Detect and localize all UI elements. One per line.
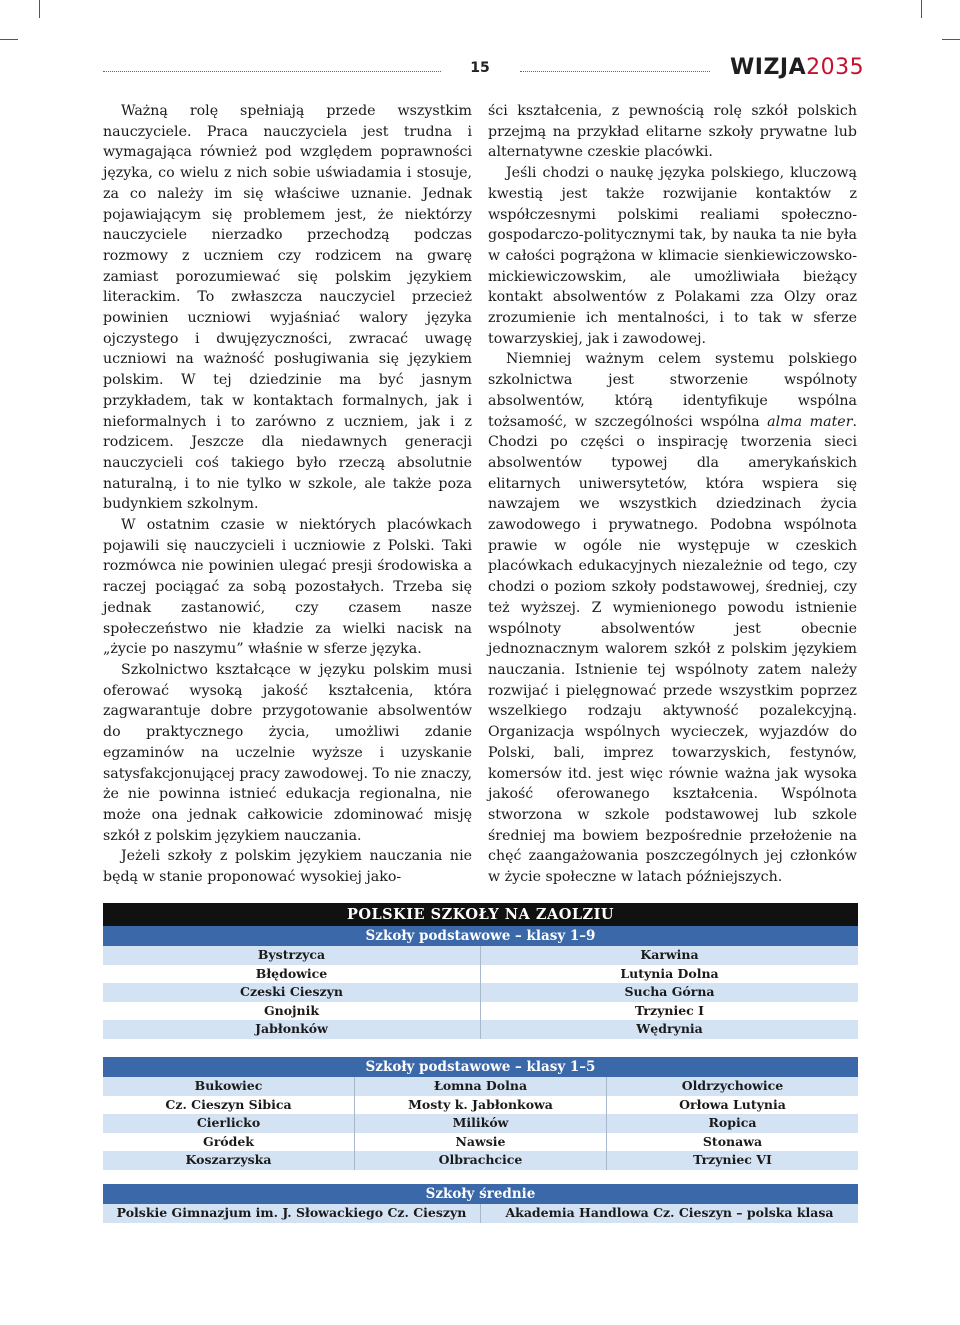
section-heading-secondary: Szkoły średnie <box>103 1184 858 1204</box>
table-cell: Mosty k. Jabłonkowa <box>355 1096 607 1115</box>
paragraph-continuation: ści kształcenia, z pewnością rolę szkół polskich przejmą na przykład elitarne szkoły prywatne lub alternatywne czeskie placówki. <box>488 103 857 161</box>
table-cell: Jabłonków <box>103 1020 481 1039</box>
paragraph: Jeżeli szkoły z polskim językiem nauczania nie będą w stanie proponować wysokiej jako- <box>103 848 472 886</box>
crop-mark-right <box>942 39 960 40</box>
table-row <box>103 1114 858 1133</box>
table-cell: Olbrachcice <box>355 1151 607 1170</box>
table-cell: Nawsie <box>355 1133 607 1152</box>
schools-table <box>103 903 858 1039</box>
section-heading-primary-1-9: Szkoły podstawowe – klasy 1–9 <box>103 926 858 946</box>
table-cell: Ropica <box>708 1115 757 1131</box>
article-right-column <box>488 101 857 888</box>
table-row <box>103 1151 858 1170</box>
wizja-2035-logo: WIZJA2035 <box>730 55 865 80</box>
schools-table-secondary <box>103 1184 858 1223</box>
article-left-column <box>103 101 472 888</box>
table-row <box>103 965 858 984</box>
table-cell: Sucha Górna <box>624 984 715 1000</box>
header-rule-right <box>520 71 710 72</box>
paragraph: Jeśli chodzi o naukę języka polskiego, kluczową kwestią jest także rozwijanie kontaktów z współczesnymi polskimi realiami społeczno-gospodarczo-politycznymi tak, by nauka ta nie była w całości pogrążona w klimacie sienkiewiczowsko-mickiewiczowskim, ale umożliwiała bieżący kontakt absolwentów z Polakami zza Olzy oraz zrozumienie ich mentalności, i to tak w sferze towarzyskiej, jak i zawodowej. <box>488 165 857 347</box>
italic-phrase: alma mater <box>767 413 853 430</box>
table-row <box>103 1002 858 1021</box>
paragraph: Ważną rolę spełniają przede wszystkim nauczyciele. Praca nauczyciela jest trudna i wymagająca również pod względem poprawności języka, co wielu z nich sobie uświadamia i stosuje, za co należy im się właściwe uznanie. Jednak pojawiającym się problemem jest, że niektórzy nauczyciele nierzadko przechodzą podczas rozmowy z uczniem czy rodzicem na gwarę zamiast porozumiewać się polskim językiem literackim. To zwłaszcza nauczyciel przecież powinien uczniowi wyjaśniać walory języka ojczystego i dwujęzyczności, zwracać uwagę uczniowi na ważność posługiwania się językiem polskim. W tej dziedzinie ma być jasnym przykładem, tak w kontaktach formalnych, jak i nieformalnych i to zarówno z uczniem, jak i z rodzicem. Jeszcze dla niedawnych generacji nauczycieli coś takiego było rzeczą absolutnie naturalną, i to nie tylko w szkole, ale także poza budynkiem szkolnym. <box>103 103 472 513</box>
table-cell: Karwina <box>640 947 699 962</box>
section-heading-primary-1-5: Szkoły podstawowe – klasy 1–5 <box>103 1057 858 1077</box>
paragraph: Niemniej ważnym celem systemu polskiego szkolnictwa jest stworzenie wspólnoty absolwentów, którą identyfikuje wspólna tożsamość, w szczególności wspólna alma mater. Chodzi po części o inspirację tworzenia sieci absolwentów typowej dla amerykańskich elitarnych uniwersytetów, która wspiera się nawzajem we wszystkich dziedzinach życia zawodowego i prywatnego. Podobna wspólnota prawie w ogóle nie występuje w czeskich placówkach edukacyjnych niezależnie od tego, czy chodzi o poziom szkoły podstawowej, średniej, czy też wyższej. Z wymienionego powodu istnienie wspólnoty absolwentów jest obecnie jednoznacznym walorem szkół z polskim językiem nauczania. Istnienie tej wspólnoty zatem należy rozwijać i pielęgnować przede wszystkim poprzez wszelkiego rodzaju aktywność pozalekcyjną. Organizacja wspólnych wycieczek, wyjazdów do Polski, bali, imprez towarzyskich, festynów, komersów itd. jest więc równie ważna jak wysoka jakość oferowanego kształcenia. Wspólnota stworzona w szkole podstawowej lub szkole średniej ma bowiem bezpośrednie przełożenie na chęć zaangażowania poszczególnych jej członków w życie społeczne w latach późniejszych. <box>488 351 857 886</box>
table-cell: Bukowiec <box>103 1077 355 1096</box>
table-cell: Koszarzyska <box>103 1151 355 1170</box>
table-cell: Lutynia Dolna <box>620 965 719 981</box>
table-cell: Oldrzychowice <box>681 1078 784 1093</box>
table-row <box>103 1077 858 1096</box>
crop-mark-left <box>0 39 18 40</box>
header-rule-left <box>103 71 441 72</box>
table-cell: Wędrynia <box>636 1021 703 1037</box>
table-cell: Gródek <box>103 1133 355 1152</box>
table-cell: Gnojnik <box>103 1002 481 1021</box>
table-row <box>103 946 858 965</box>
table-cell: Polskie Gimnazjum im. J. Słowackiego Cz. Cieszyn <box>103 1204 481 1223</box>
table-cell: Cierlicko <box>103 1114 355 1133</box>
table-cell: Akademia Handlowa Cz. Cieszyn – polska klasa <box>505 1205 834 1220</box>
table-cell: Czeski Cieszyn <box>103 983 481 1002</box>
page-number: 15 <box>470 60 490 76</box>
table-row <box>103 1096 858 1115</box>
table-row <box>103 1204 858 1223</box>
table-row <box>103 1020 858 1039</box>
table-cell: Stonawa <box>702 1133 763 1149</box>
table-row <box>103 983 858 1002</box>
table-cell: Milików <box>355 1114 607 1133</box>
schools-table-primary-1-5 <box>103 1057 858 1170</box>
table-row <box>103 1133 858 1152</box>
table-title: POLSKIE SZKOŁY NA ZAOLZIU <box>103 903 858 926</box>
table-cell: Łomna Dolna <box>355 1077 607 1096</box>
paragraph: W ostatnim czasie w niektórych placówkach pojawili się nauczycieli i uczniowie z Polski. Taki rozmówca nie powinien ulegać presji środowiska a raczej pociągać za sobą pozostałych. Trzeba się jednak zastanowić, czy czasem nasze społeczeństwo nie kładzie za wielki nacisk na „życie po naszymu” właśnie w sferze języka. <box>103 517 472 658</box>
table-cell: Trzyniec I <box>635 1002 704 1018</box>
table-cell: Bystrzyca <box>103 946 481 965</box>
paragraph: Szkolnictwo kształcące w języku polskim musi oferować wysoką jakość kształcenia, która zagwarantuje dobre przygotowanie absolwentów do praktycznego życia, umożliwi zdanie egzaminów na uczelnie wyższe i uzyskanie satysfakcjonującej pracy zawodowej. To nie znaczy, że nie powinna istnieć edukacja regionalna, nie może ona jednak całkowicie zdominować misję szkół z polskim językiem nauczania. <box>103 661 472 844</box>
table-cell: Błędowice <box>103 965 481 984</box>
table-cell: Cz. Cieszyn Sibica <box>103 1096 355 1115</box>
crop-mark-top-right <box>921 0 922 18</box>
table-cell: Trzyniec VI <box>693 1152 772 1168</box>
table-cell: Orłowa Lutynia <box>679 1096 786 1112</box>
crop-mark-top-left <box>39 0 40 18</box>
